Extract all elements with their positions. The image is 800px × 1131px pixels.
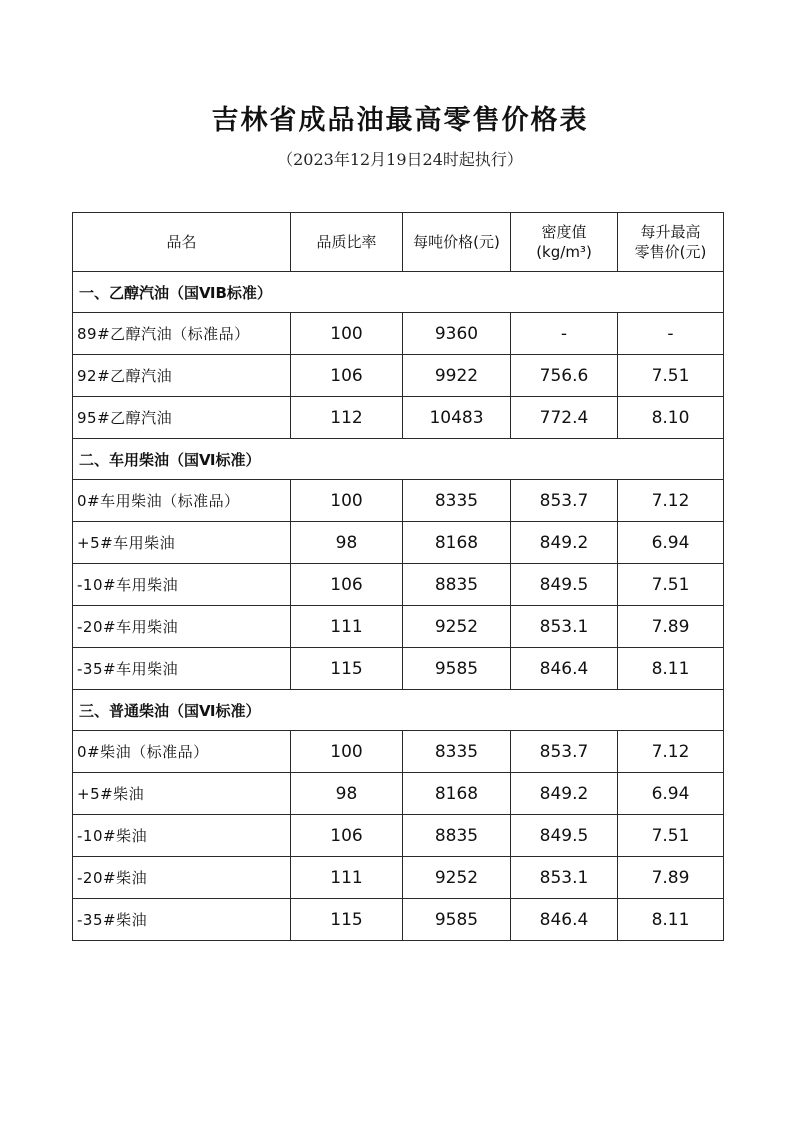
cell-ratio: 100 — [291, 480, 403, 522]
cell-ratio: 98 — [291, 522, 403, 564]
section-title: 三、普通柴油（国Ⅵ标准） — [73, 690, 724, 731]
table-row — [73, 480, 724, 522]
cell-density: 853.7 — [511, 731, 618, 773]
cell-name: -10#柴油 — [73, 815, 291, 857]
cell-name: 0#车用柴油（标准品） — [73, 480, 291, 522]
section-row — [73, 690, 724, 731]
cell-price-per-ton: 8835 — [403, 815, 511, 857]
table-row — [73, 815, 724, 857]
cell-density: 849.2 — [511, 522, 618, 564]
cell-price-per-liter: 8.11 — [618, 899, 724, 941]
cell-price-per-liter: 7.12 — [618, 480, 724, 522]
cell-density: 846.4 — [511, 899, 618, 941]
header-density — [511, 213, 618, 272]
cell-name: -20#车用柴油 — [73, 606, 291, 648]
section-title: 一、乙醇汽油（国ⅥB标准） — [73, 272, 724, 313]
header-ratio: 品质比率 — [291, 213, 403, 272]
table-row — [73, 606, 724, 648]
cell-density: 849.2 — [511, 773, 618, 815]
cell-price-per-ton: 8835 — [403, 564, 511, 606]
table-row — [73, 773, 724, 815]
table-row — [73, 522, 724, 564]
cell-density: 853.1 — [511, 857, 618, 899]
cell-ratio: 111 — [291, 606, 403, 648]
cell-name: 95#乙醇汽油 — [73, 397, 291, 439]
cell-price-per-liter: 6.94 — [618, 522, 724, 564]
page-title: 吉林省成品油最高零售价格表 — [211, 105, 589, 136]
cell-ratio: 112 — [291, 397, 403, 439]
cell-name: -35#柴油 — [73, 899, 291, 941]
cell-price-per-liter: 6.94 — [618, 773, 724, 815]
table-row — [73, 313, 724, 355]
cell-name: -20#柴油 — [73, 857, 291, 899]
cell-price-per-ton: 8335 — [403, 731, 511, 773]
cell-price-per-liter: - — [618, 313, 724, 355]
cell-ratio: 98 — [291, 773, 403, 815]
cell-name: +5#车用柴油 — [73, 522, 291, 564]
table-row — [73, 899, 724, 941]
cell-density: 846.4 — [511, 648, 618, 690]
cell-ratio: 100 — [291, 731, 403, 773]
section-row — [73, 439, 724, 480]
table-row — [73, 731, 724, 773]
cell-density: 849.5 — [511, 564, 618, 606]
cell-price-per-ton: 9252 — [403, 606, 511, 648]
cell-price-per-liter: 7.51 — [618, 564, 724, 606]
cell-density: 849.5 — [511, 815, 618, 857]
cell-price-per-ton: 9922 — [403, 355, 511, 397]
table-row — [73, 857, 724, 899]
cell-price-per-ton: 10483 — [403, 397, 511, 439]
section-row — [73, 272, 724, 313]
cell-ratio: 106 — [291, 815, 403, 857]
table-row — [73, 355, 724, 397]
cell-name: -35#车用柴油 — [73, 648, 291, 690]
table-header-row — [73, 213, 724, 272]
cell-price-per-ton: 8168 — [403, 773, 511, 815]
cell-price-per-liter: 7.51 — [618, 355, 724, 397]
header-price-per-liter-line1: 每升最高 — [640, 223, 701, 241]
cell-price-per-ton: 9252 — [403, 857, 511, 899]
header-density-line1: 密度值 — [541, 223, 587, 241]
cell-density: 756.6 — [511, 355, 618, 397]
cell-price-per-ton: 8335 — [403, 480, 511, 522]
cell-price-per-liter: 7.89 — [618, 857, 724, 899]
cell-price-per-liter: 8.10 — [618, 397, 724, 439]
cell-ratio: 111 — [291, 857, 403, 899]
cell-price-per-liter: 7.51 — [618, 815, 724, 857]
cell-name: 0#柴油（标准品） — [73, 731, 291, 773]
cell-ratio: 115 — [291, 899, 403, 941]
header-price-per-ton: 每吨价格(元) — [403, 213, 511, 272]
price-table — [72, 212, 724, 941]
cell-name: 89#乙醇汽油（标准品） — [73, 313, 291, 355]
header-price-per-liter — [618, 213, 724, 272]
table-row — [73, 648, 724, 690]
table-row — [73, 397, 724, 439]
cell-price-per-ton: 9585 — [403, 648, 511, 690]
cell-density: 853.7 — [511, 480, 618, 522]
cell-price-per-liter: 7.12 — [618, 731, 724, 773]
price-table-body — [73, 213, 724, 941]
cell-name: 92#乙醇汽油 — [73, 355, 291, 397]
cell-ratio: 106 — [291, 355, 403, 397]
section-title: 二、车用柴油（国Ⅵ标准） — [73, 439, 724, 480]
cell-density: 853.1 — [511, 606, 618, 648]
header-price-per-liter-line2: 零售价(元) — [634, 243, 707, 261]
cell-density: - — [511, 313, 618, 355]
cell-name: +5#柴油 — [73, 773, 291, 815]
cell-ratio: 106 — [291, 564, 403, 606]
cell-ratio: 100 — [291, 313, 403, 355]
header-density-line2: (kg/m³) — [536, 243, 592, 261]
page-subtitle: （2023年12月19日24时起执行） — [277, 150, 523, 169]
table-row — [73, 564, 724, 606]
header-name: 品名 — [73, 213, 291, 272]
cell-ratio: 115 — [291, 648, 403, 690]
cell-price-per-ton: 8168 — [403, 522, 511, 564]
cell-price-per-liter: 8.11 — [618, 648, 724, 690]
cell-price-per-liter: 7.89 — [618, 606, 724, 648]
cell-density: 772.4 — [511, 397, 618, 439]
cell-name: -10#车用柴油 — [73, 564, 291, 606]
cell-price-per-ton: 9360 — [403, 313, 511, 355]
cell-price-per-ton: 9585 — [403, 899, 511, 941]
